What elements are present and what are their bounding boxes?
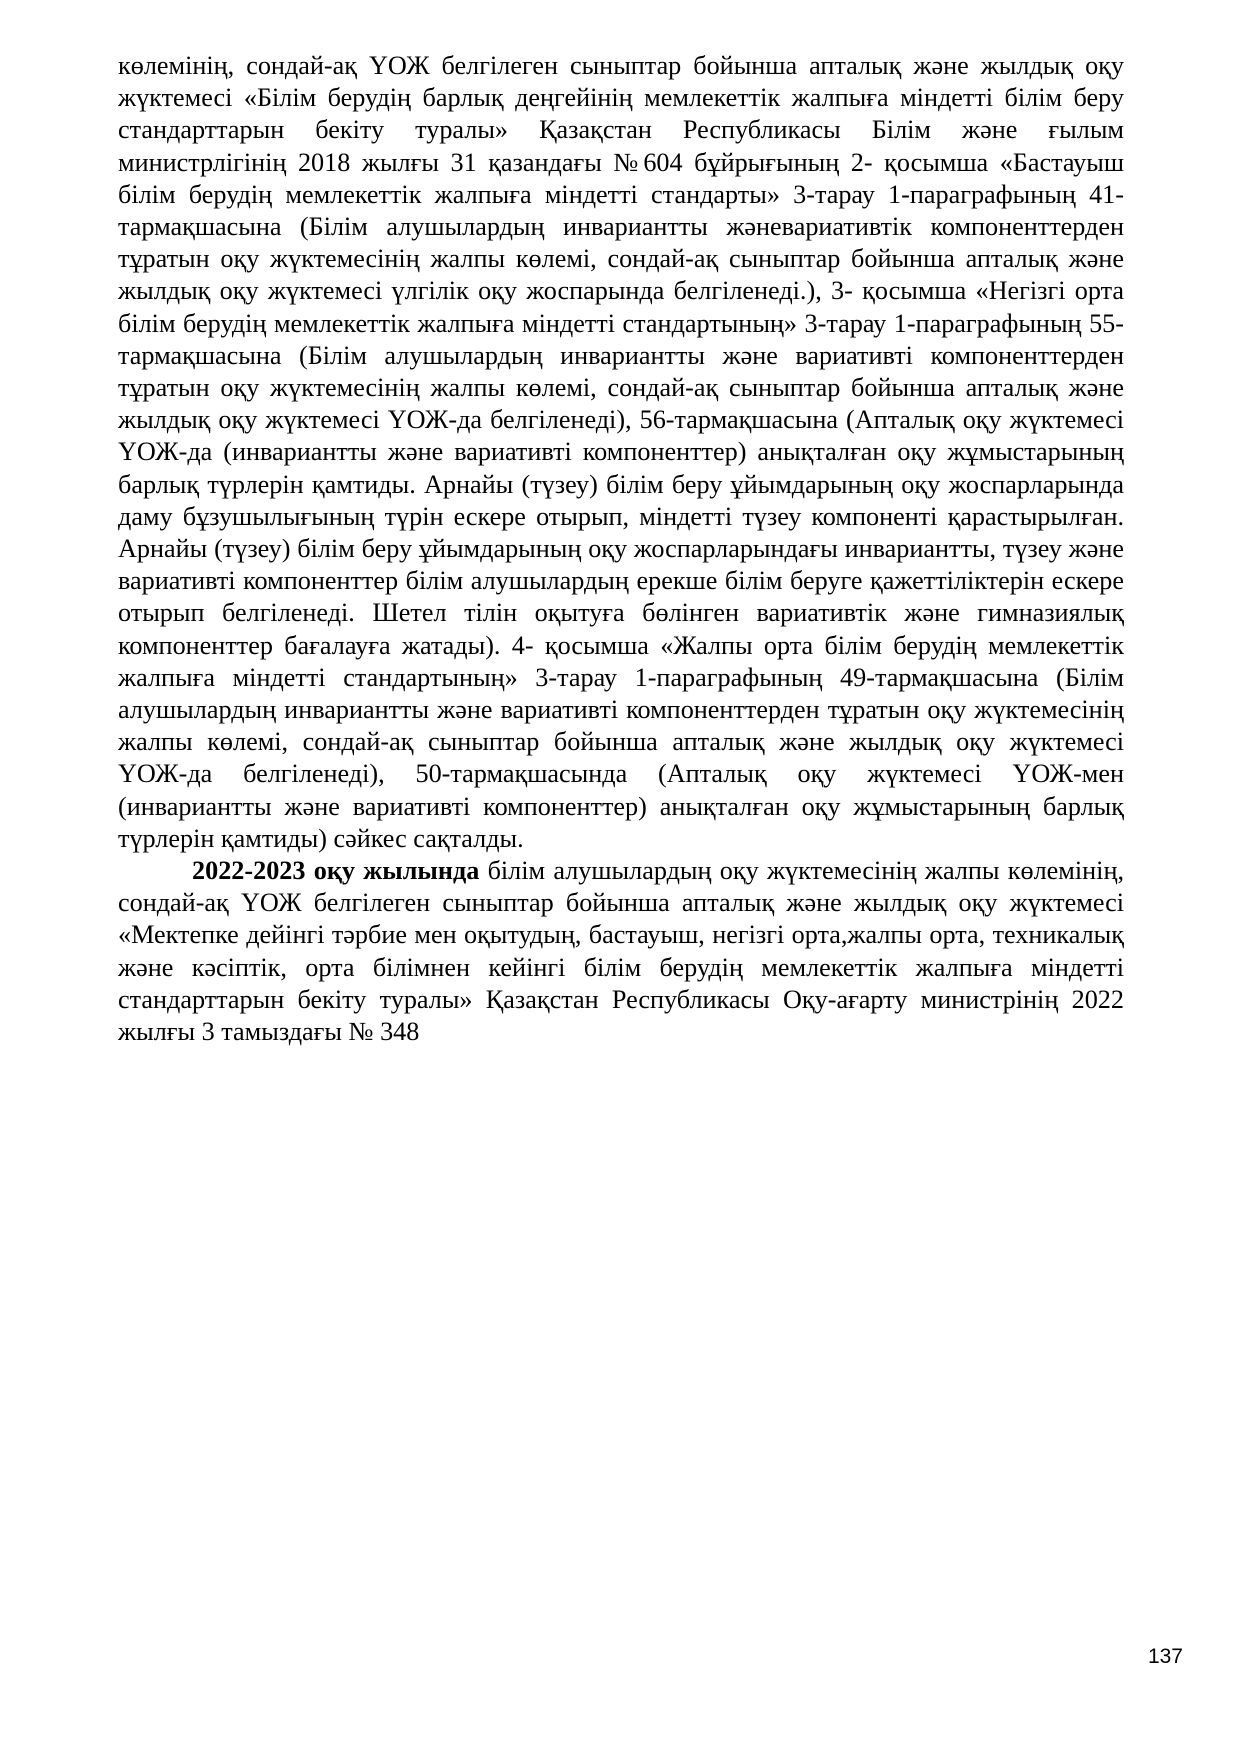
body-paragraph-1: көлемінің, сондай-ақ ҮОЖ белгілеген сыныптар бойынша апталық және жылдық оқу жүктемесі «Білім берудің барлық деңгейінің мемлекеттік жалпыға міндетті білім беру стандарттарын бекіту туралы» Қазақстан Республикасы Білім және ғылым министрлігінің 2018 жылғы 31 қазандағы №604 бұйрығының 2- қосымша «Бастауыш білім берудің мемлекеттік жалпыға міндетті стандарты» 3-тарау 1-параграфының 41-тармақшасына (Білім алушылардың инвариантты жәневариативтік компоненттерден тұратын оқу жүктемесінің жалпы көлемі, сондай-ақ сыныптар бойынша апталық және жылдық оқу жүктемесі үлгілік оқу жоспарында белгіленеді.), 3- қосымша «Негізгі орта білім берудің мемлекеттік жалпыға міндетті стандартының» 3-тарау 1-параграфының 55-тармақшасына (Білім алушылардың инвариантты және вариативті компоненттерден тұратын оқу жүктемесінің жалпы көлемі, сондай-ақ сыныптар бойынша апталық және жылдық оқу жүктемесі ҮОЖ-да белгіленеді), 56-тармақшасына (Апталық оқу жүктемесі ҮОЖ-да (инвариантты және вариативті компоненттер) анықталған оқу жұмыстарының барлық түрлерін қамтиды. Арнайы (түзеу) білім беру ұйымдарының оқу жоспарларында даму бұзушылығының түрін ескере отырып, міндетті түзеу компоненті қарастырылған. Арнайы (түзеу) білім беру ұйымдарының оқу жоспарларындағы инвариантты, түзеу және вариативті компоненттер білім алушылардың ерекше білім беруге қажеттіліктерін ескере отырып белгіленеді. Шетел тілін оқытуға бөлінген вариативтік және гимназиялық компоненттер бағалауға жатады). 4- қосымша «Жалпы орта білім берудің мемлекеттік жалпыға міндетті стандартының» 3-тарау 1-параграфының 49-тармақшасына (Білім алушылардың инвариантты және вариативті компоненттерден тұратын оқу жүктемесінің жалпы көлемі, сондай-ақ сыныптар бойынша апталық және жылдық оқу жүктемесі ҮОЖ-да белгіленеді), 50-тармақшасында (Апталық оқу жүктемесі ҮОЖ-мен (инвариантты және вариативті компоненттер) анықталған оқу жұмыстарының барлық түрлерін қамтиды) сәйкес сақталды. [118,51,1124,853]
paragraph-2-body: білім алушылардың оқу жүктемесінің жалпы көлемінің, сондай-ақ ҮОЖ белгілеген сыныптар бойынша апталық және жылдық оқу жүктемесі «Мектепке дейінгі тәрбие мен оқытудың, бастауыш, негізгі орта,жалпы орта, техникалық және кәсіптік, орта білімнен кейінгі білім берудің мемлекеттік жалпыға міндетті стандарттарын бекіту туралы» Қазақстан Республикасы Оқу-ағарту министрінің 2022 жылғы 3 тамыздағы № 348 [118,856,1125,1047]
body-paragraph-2 [118,855,1124,1048]
page-number: 137 [1147,1645,1183,1668]
document-page [118,50,1124,1048]
paragraph-2-lead-bold: 2022-2023 оқу жылында [192,856,480,886]
